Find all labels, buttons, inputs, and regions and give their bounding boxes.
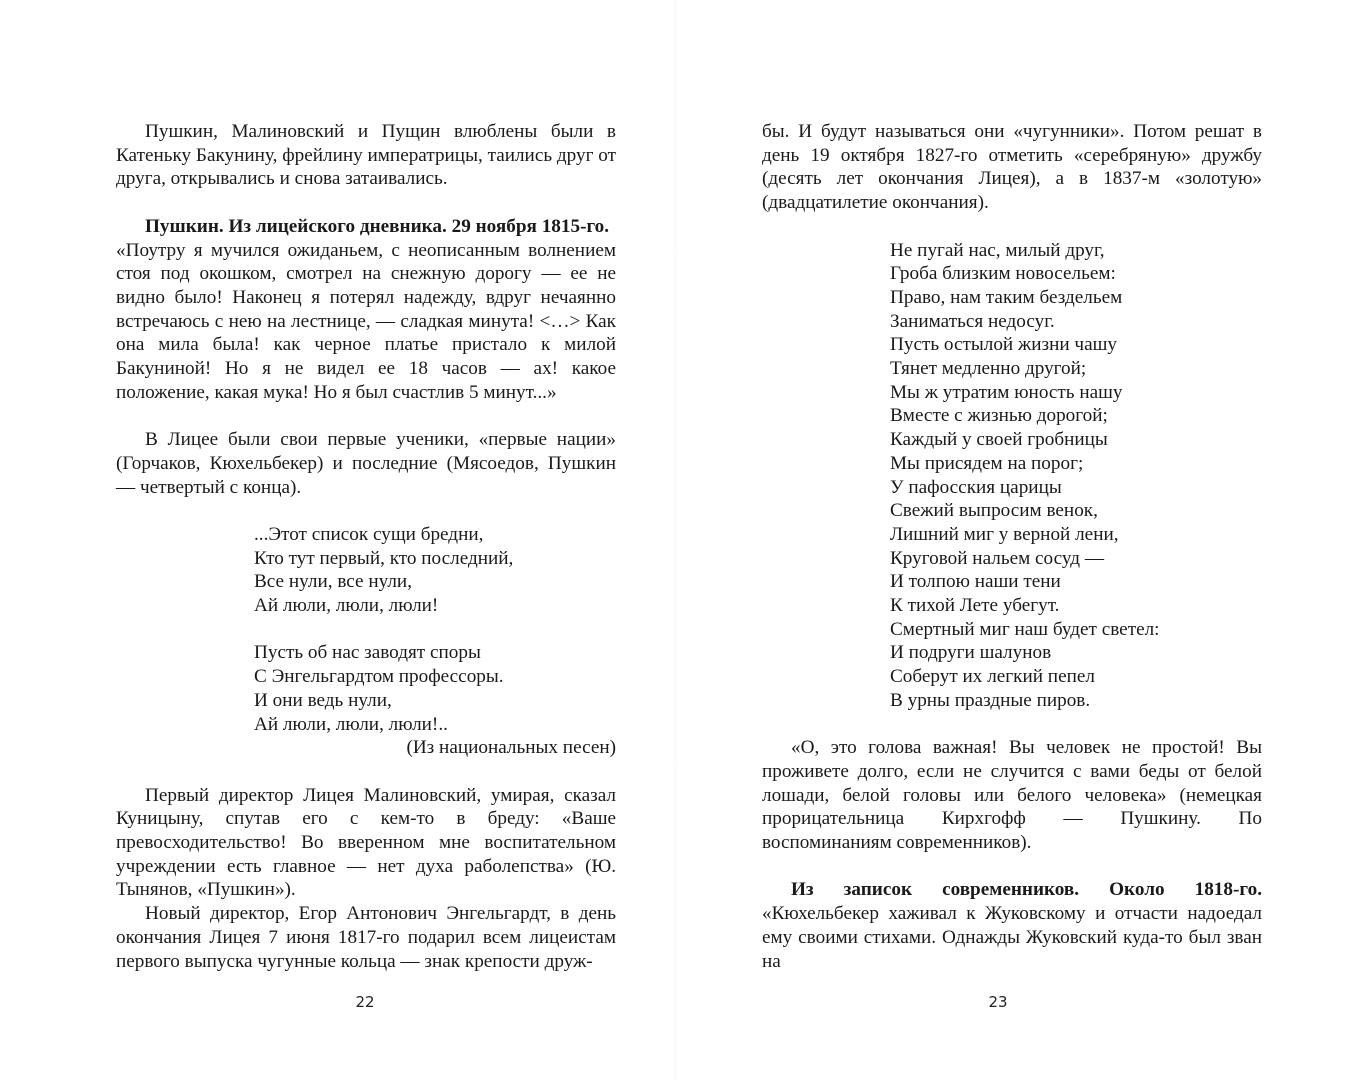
- verse-line: ...Этот список сущи бредни,: [254, 523, 484, 545]
- book-gutter: [672, 0, 678, 1080]
- verse-line: Тянет медленно другой;: [890, 358, 1087, 380]
- verse-line: Соберут их легкий пепел: [890, 666, 1095, 688]
- paragraph-chugunniki: бы. И будут называться они «чугунники». Потом решат в день 19 октября 1827-го отметить «серебряную» дружбу (десять лет окончания Лицея), а в 1837-м «золотую» (двадцатилетие окончания).: [762, 121, 1262, 214]
- verse-line: И подруги шалунов: [890, 642, 1052, 664]
- verse-line: Ай люли, люли, люли!: [254, 595, 439, 617]
- right-page: [762, 120, 1262, 973]
- paragraph-diary: [116, 215, 616, 405]
- verse-line: Смертный миг наш будет светел:: [890, 618, 1160, 640]
- verse-stanza-2: [254, 641, 616, 736]
- diary-heading: Пушкин. Из лицейского дневника. 29 ноября 1815-го.: [145, 215, 610, 237]
- verse-line: И они ведь нули,: [254, 689, 392, 711]
- verse-line: Не пугай нас, милый друг,: [890, 239, 1105, 261]
- verse-line: Каждый у своей гробницы: [890, 429, 1108, 451]
- verse-line: Лишний миг у верной лени,: [890, 523, 1119, 545]
- paragraph-first-students: В Лицее были свои первые ученики, «первые нации» (Горчаков, Кюхельбекер) и последние (Мясоедов, Пушкин — четвертый с конца).: [116, 429, 616, 498]
- paragraph-engelhardt: Новый директор, Егор Антонович Энгельгардт, в день окончания Лицея 7 июня 1817-го подарил всем лицеистам первого выпуска чугунные кольца — знак крепости друж-: [116, 903, 616, 972]
- verse-line: Пусть остылой жизни чашу: [890, 334, 1117, 356]
- verse-line: Все нули, все нули,: [254, 571, 412, 593]
- verse-line: Ай люли, люли, люли!..: [254, 713, 448, 735]
- left-page: [116, 120, 616, 973]
- verse-line: И толпою наши тени: [890, 571, 1061, 593]
- page-number-right: 23: [988, 993, 1008, 1011]
- page-number-left: 22: [355, 993, 375, 1011]
- paragraph-bakunina: Пушкин, Малиновский и Пущин влюблены были в Катеньку Бакунину, фрейлину императрицы, таились друг от друга, открывались и снова затаивались.: [116, 121, 616, 190]
- verse-line: С Энгельгардтом профессоры.: [254, 666, 504, 688]
- verse-line: Право, нам таким бездельем: [890, 286, 1123, 308]
- verse-line: В урны праздные пиров.: [890, 689, 1091, 711]
- verse-line: Круговой нальем сосуд —: [890, 547, 1105, 569]
- verse-line: Свежий выпросим венок,: [890, 500, 1098, 522]
- verse-line: К тихой Лете убегут.: [890, 595, 1060, 617]
- verse-line: Мы присядем на порог;: [890, 452, 1084, 474]
- verse-line: Кто тут первый, кто последний,: [254, 547, 514, 569]
- notes-heading: Из записок современников. Около 1818-го.: [791, 879, 1262, 901]
- verse-line: Мы ж утратим юность нашу: [890, 381, 1123, 403]
- verse-stanza-1: [254, 523, 616, 618]
- paragraph-notes: [762, 878, 1262, 973]
- notes-text: «Кюхельбекер хаживал к Жуковскому и отчасти надоедал ему своими стихами. Однажды Жуковский куда-то был зван на: [762, 903, 1262, 972]
- verse-line: Пусть об нас заводят споры: [254, 642, 481, 664]
- verse-poem: [890, 239, 1262, 713]
- paragraph-kirchhoff: «О, это голова важная! Вы человек не простой! Вы проживете долго, если не случится с вами беды от белой лошади, белой головы или белого человека» (немецкая прорицательница Кирхгофф — Пушкину. По воспоминаниям современников).: [762, 737, 1262, 854]
- verse-line: У пафосския царицы: [890, 476, 1062, 498]
- verse-attribution: (Из национальных песен): [406, 737, 616, 759]
- diary-text: «Поутру я мучился ожиданьем, с неописанным волнением стоя под окошком, смотрел на снежную дорогу — ее не видно было! Наконец я потерял надежду, вдруг нечаянно встречаюсь с нею на лестнице, — сладкая минута! <…> Как она мила была! как черное платье пристало к милой Бакуниной! Но я не видел ее 18 часов — ах! какое положение, какая мука! Но я был счастлив 5 минут...»: [116, 239, 616, 403]
- verse-line: Заниматься недосуг.: [890, 310, 1055, 332]
- verse-line: Вместе с жизнью дорогой;: [890, 405, 1108, 427]
- verse-line: Гроба близким новосельем:: [890, 263, 1116, 285]
- paragraph-malinovsky: Первый директор Лицея Малиновский, умирая, сказал Куницыну, спутав его с кем-то в бреду: «Ваше превосходительство! Во вверенном мне воспитательном учреждении есть главное — нет духа раболепства» (Ю. Тынянов, «Пушкин»).: [116, 784, 616, 901]
